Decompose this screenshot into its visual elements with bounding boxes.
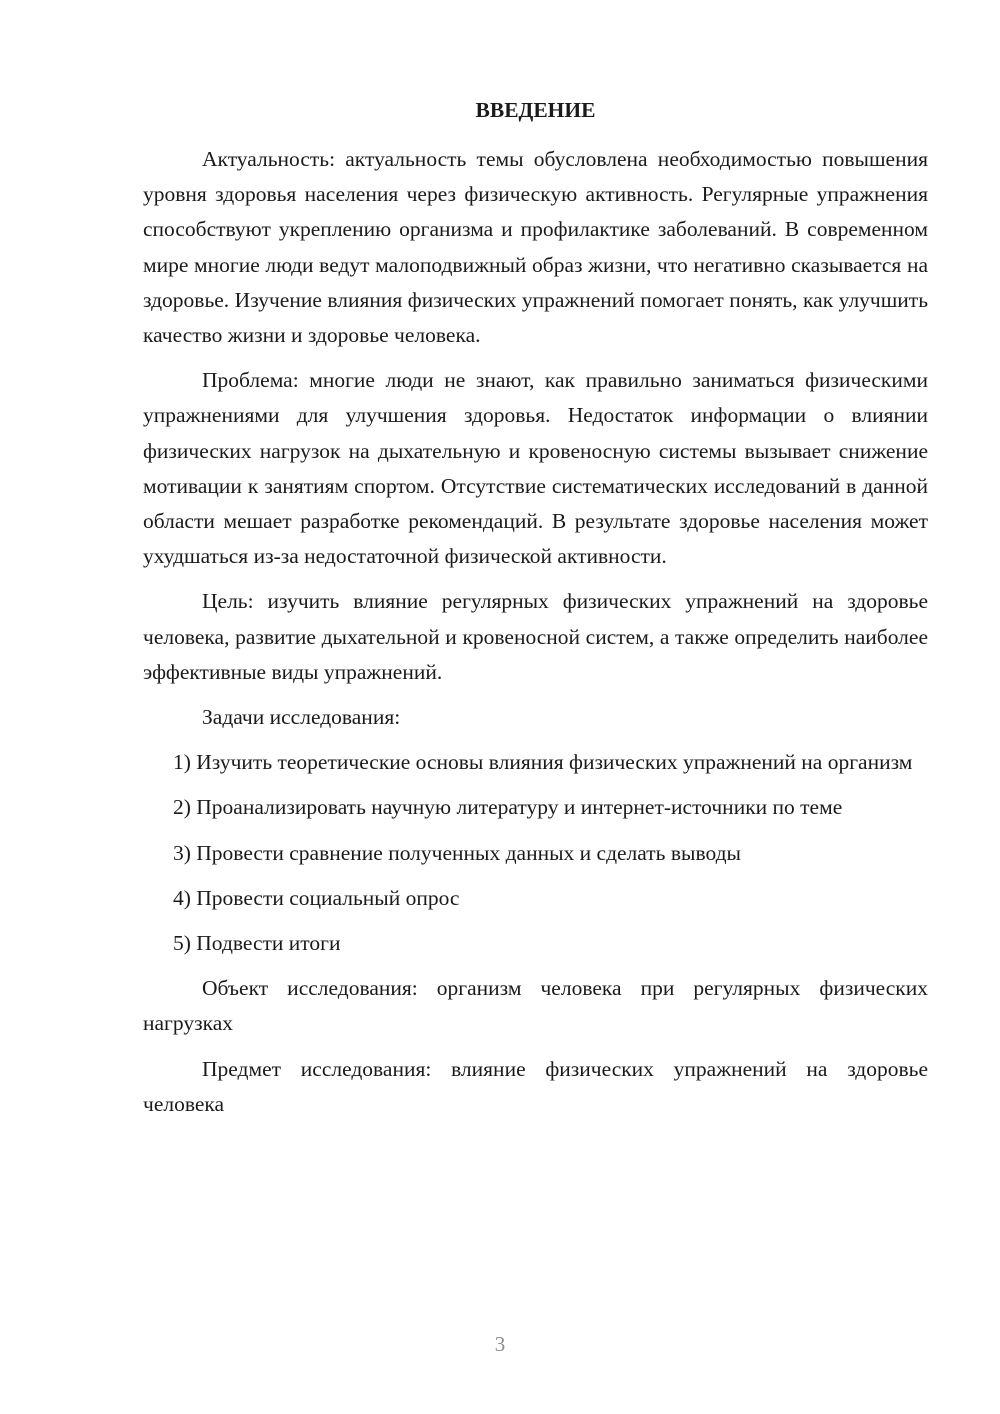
task-item-5: 5) Подвести итоги [173, 931, 341, 956]
section-title: ВВЕДЕНИЕ [475, 98, 596, 122]
paragraph-problem: Проблема: многие люди не знают, как правильно заниматься физическими упражнениями для улучшения здоровья. Недостаток информации о влиянии физических нагрузок на дыхательную и кровеносную системы вызывает снижение мотивации к занятиям спортом. Отсутствие систематических исследований в данной области мешает разработке рекомендаций. В результате здоровье населения может ухудшаться из-за недостаточной физической активности. [143, 368, 928, 569]
task-item-1: 1) Изучить теоретические основы влияния физических упражнений на организм [173, 750, 913, 775]
paragraph-relevance: Актуальность: актуальность темы обусловлена необходимостью повышения уровня здоровья населения через физическую активность. Регулярные упражнения способствуют укреплению организма и профилактике заболеваний. В современном мире многие люди ведут малоподвижный образ жизни, что негативно сказывается на здоровье. Изучение влияния физических упражнений помогает понять, как улучшить качество жизни и здоровье человека. [143, 147, 928, 348]
tasks-heading: Задачи исследования: [202, 705, 401, 730]
page-number: 3 [494, 1332, 506, 1356]
document-page [143, 92, 928, 1132]
task-item-2: 2) Проанализировать научную литературу и интернет-источники по теме [173, 795, 843, 820]
task-item-3: 3) Провести сравнение полученных данных и сделать выводы [173, 840, 741, 865]
paragraph-object: Объект исследования: организм человека при регулярных физических нагрузках [143, 976, 928, 1036]
paragraph-goal: Цель: изучить влияние регулярных физических упражнений на здоровье человека, развитие дыхательной и кровеносной систем, а также определить наиболее эффективные виды упражнений. [143, 589, 928, 684]
paragraph-subject: Предмет исследования: влияние физических упражнений на здоровье человека [143, 1056, 928, 1116]
task-item-4: 4) Провести социальный опрос [173, 885, 460, 910]
